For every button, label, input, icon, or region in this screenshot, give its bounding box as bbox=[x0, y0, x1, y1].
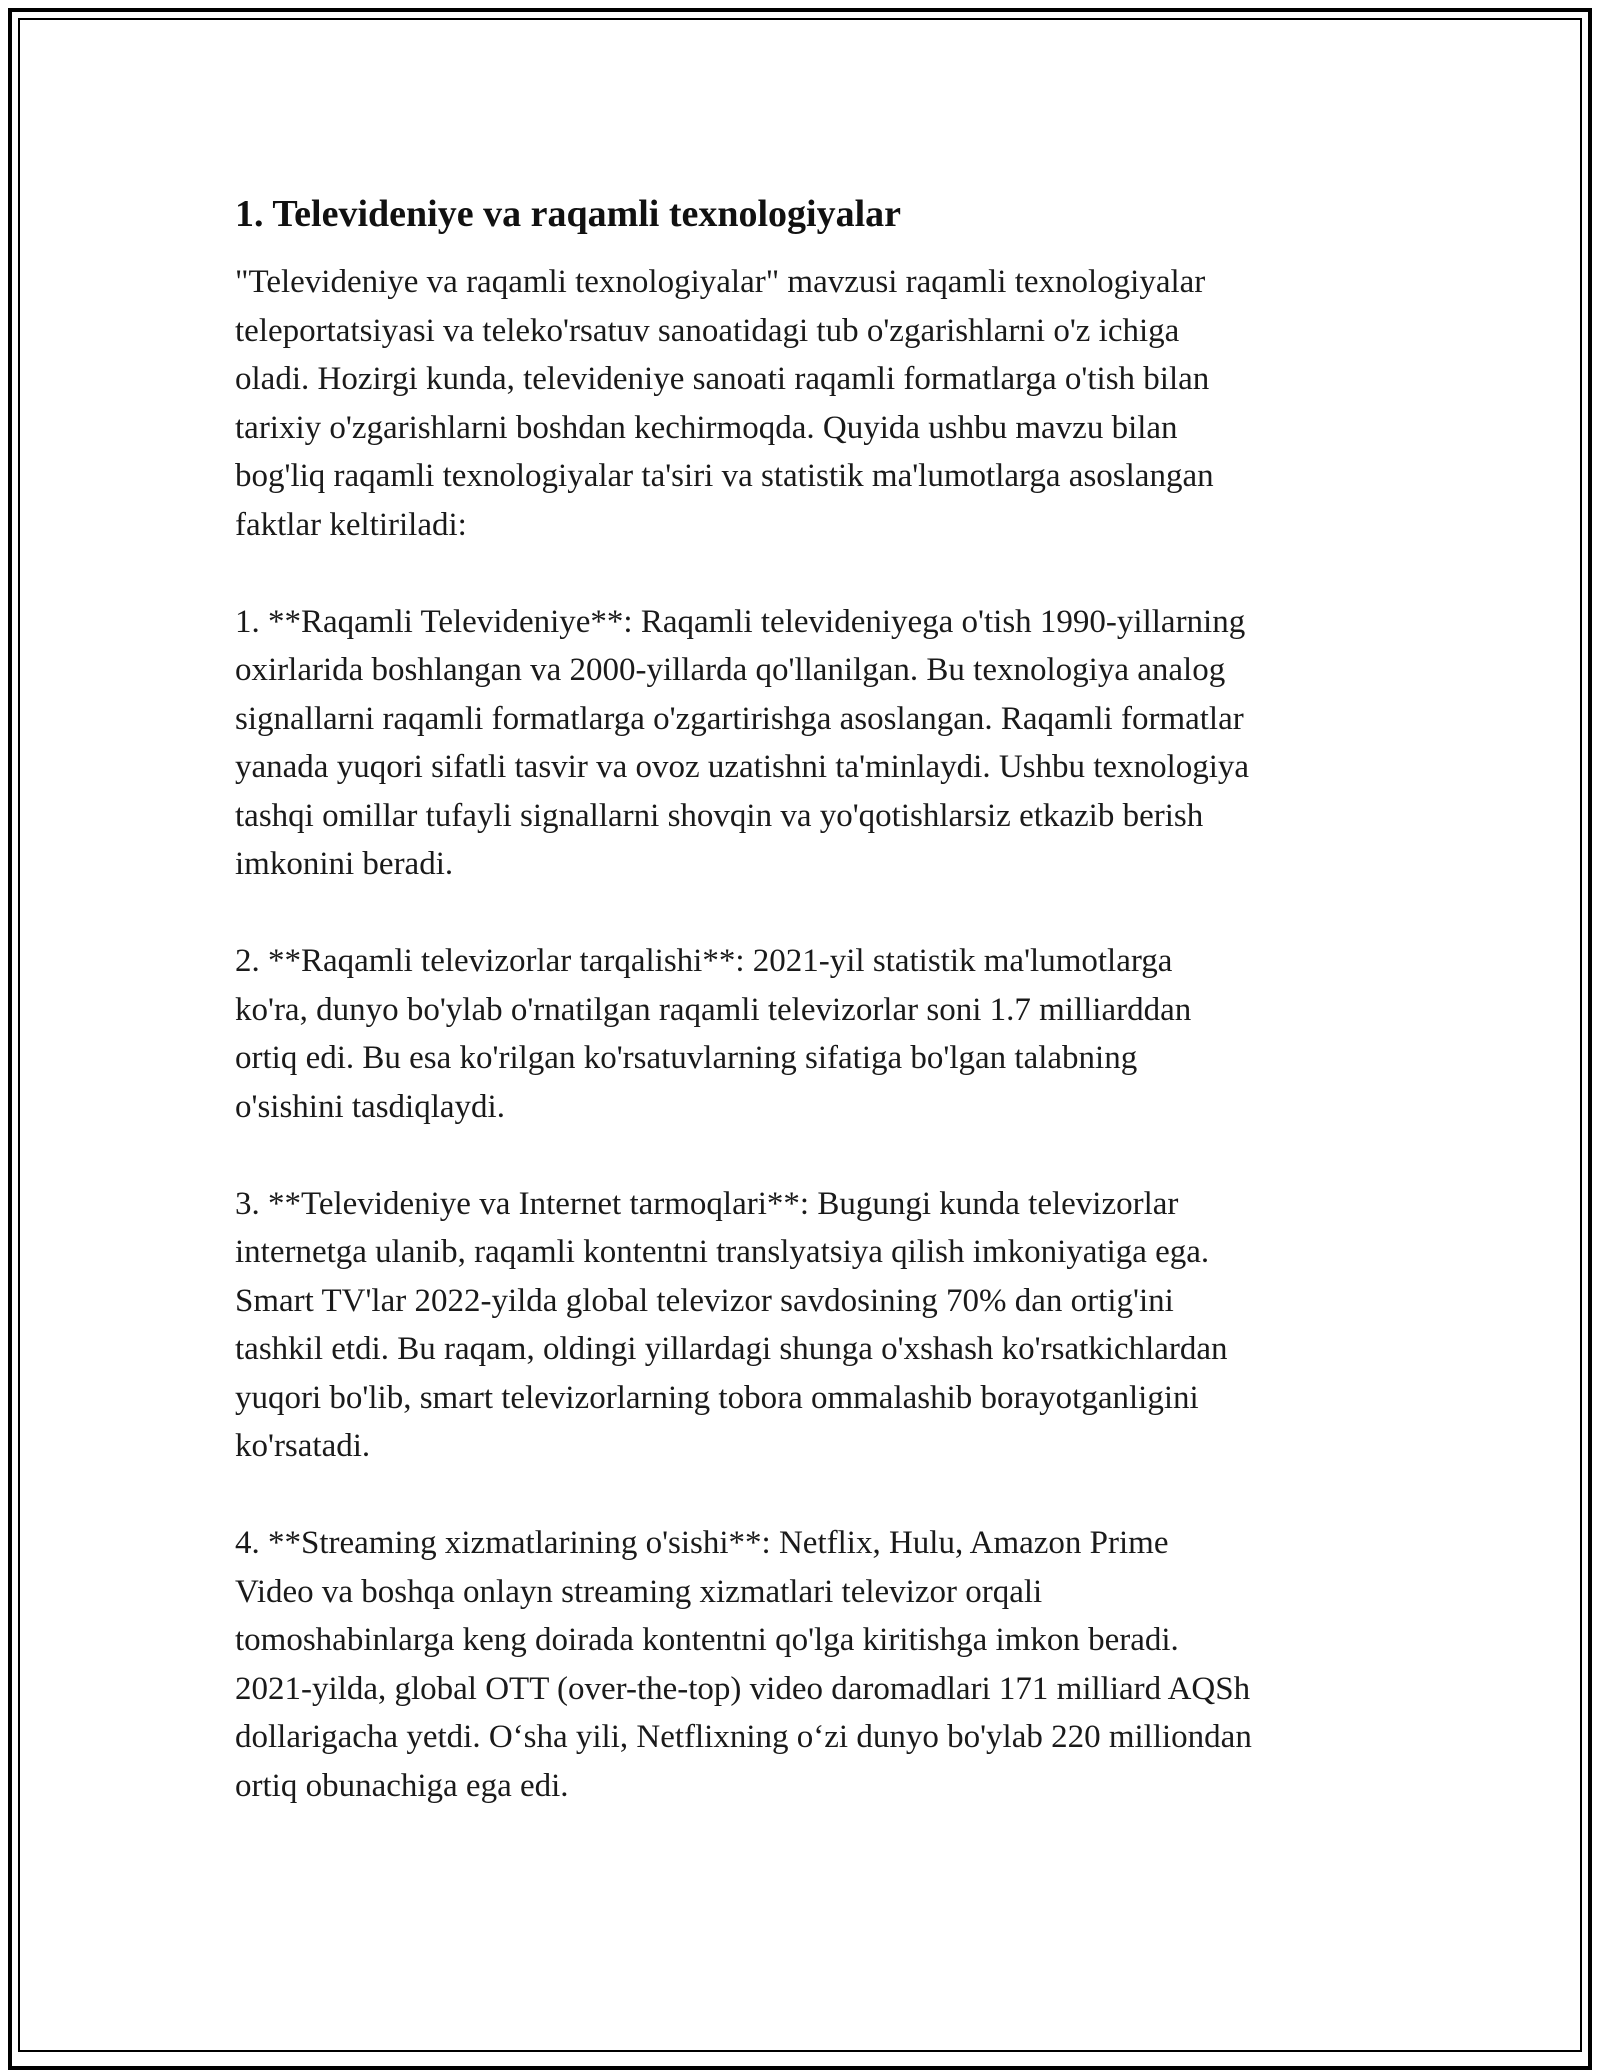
paragraph-televideniye-internet: 3. **Televideniye va Internet tarmoqlari**: Bugungi kunda televizorlar internetga ulanib, raqamli kontentni translyatsiya qilish imkoniyatiga ega. Smart TV'lar 2022-yilda global televizor savdosining 70% dan ortig'ini tashkil etdi. Bu raqam, oldingi yillardagi shunga o'xshash ko'rsatkichlardan yuqori bo'lib, smart televizorlarning tobora ommalashib borayotganligini ko'rsatadi. bbox=[235, 1185, 1228, 1464]
paragraph-streaming-xizmatlari: 4. **Streaming xizmatlarining o'sishi**: Netflix, Hulu, Amazon Prime Video va boshqa onlayn streaming xizmatlari televizor orqali tomoshabinlarga keng doirada kontentni qo'lga kiritishga imkon beradi. 2021-yilda, global OTT (over-the-top) video daromadlari 171 milliard AQSh dollarigacha yetdi. O‘sha yili, Netflixning o‘zi dunyo bo'ylab 220 milliondan ortiq obunachiga ega edi. bbox=[235, 1525, 1252, 1804]
intro-paragraph: "Televideniye va raqamli texnologiyalar" mavzusi raqamli texnologiyalar teleportatsiyasi va teleko'rsatuv sanoatidagi tub o'zgarishlarni o'z ichiga oladi. Hozirgi kunda, televideniye sanoati raqamli formatlarga o'tish bilan tarixiy o'zgarishlarni boshdan kechirmoqda. Quyida ushbu mavzu bilan bog'liq raqamli texnologiyalar ta'siri va statistik ma'lumotlarga asoslangan faktlar keltiriladi: bbox=[235, 264, 1214, 543]
paragraph-raqamli-televizorlar: 2. **Raqamli televizorlar tarqalishi**: 2021-yil statistik ma'lumotlarga ko'ra, dunyo bo'ylab o'rnatilgan raqamli televizorlar soni 1.7 milliarddan ortiq edi. Bu esa ko'rilgan ko'rsatuvlarning sifatiga bo'lgan talabning o'sishini tasdiqlaydi. bbox=[235, 943, 1192, 1125]
document-body bbox=[235, 188, 1385, 1810]
paragraph-raqamli-televideniye: 1. **Raqamli Televideniye**: Raqamli televideniyega o'tish 1990-yillarning oxirlarida boshlangan va 2000-yillarda qo'llanilgan. Bu texnologiya analog signallarni raqamli formatlarga o'zgartirishga asoslangan. Raqamli formatlar yanada yuqori sifatli tasvir va ovoz uzatishni ta'minlaydi. Ushbu texnologiya tashqi omillar tufayli signallarni shovqin va yo'qotishlarsiz etkazib berish imkonini beradi. bbox=[235, 603, 1250, 882]
document-title: 1. Televideniye va raqamli texnologiyalar bbox=[235, 193, 902, 235]
